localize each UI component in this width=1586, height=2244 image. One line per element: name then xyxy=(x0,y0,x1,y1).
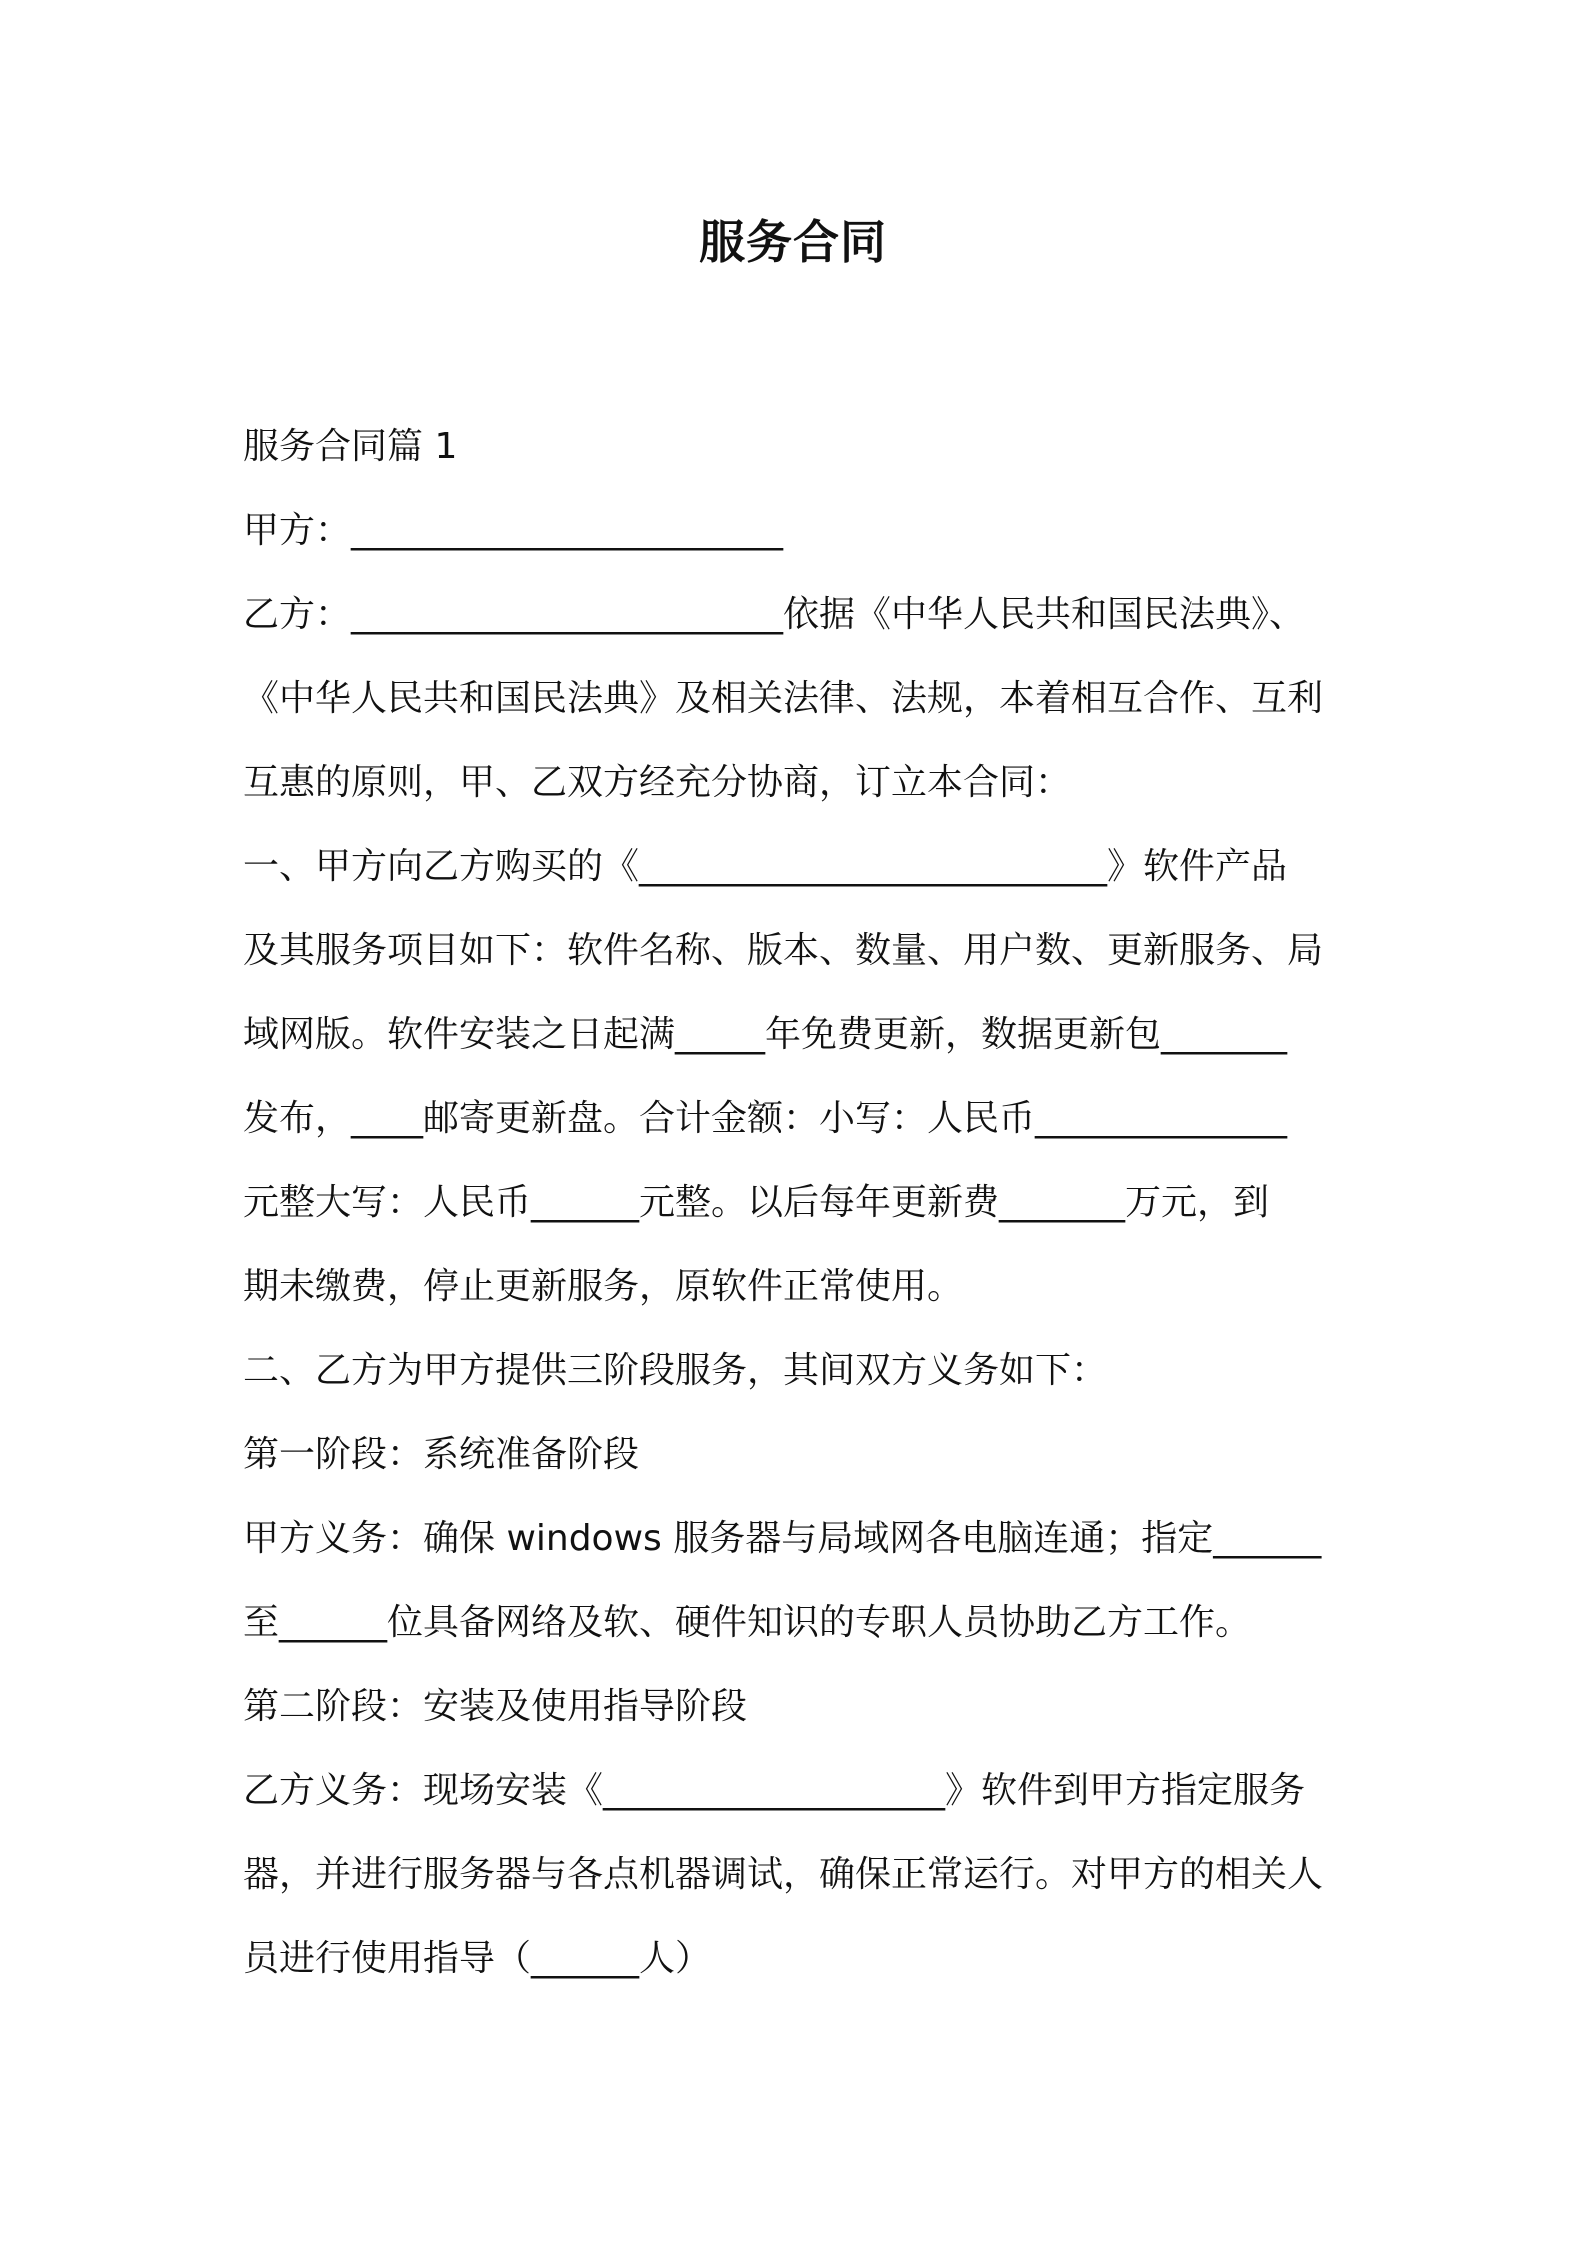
paragraph-line: 域网版。软件安装之日起满_____年免费更新，数据更新包_______ xyxy=(243,1014,1288,1055)
party-a-line: 甲方：________________________ xyxy=(243,510,784,551)
paragraph-line: 元整大写：人民币______元整。以后每年更新费_______万元，到 xyxy=(243,1182,1270,1223)
clause-two-line: 二、乙方为甲方提供三阶段服务，其间双方义务如下： xyxy=(243,1350,1108,1391)
paragraph-line: 互惠的原则，甲、乙双方经充分协商，订立本合同： xyxy=(243,762,1072,803)
paragraph-line: 期未缴费，停止更新服务，原软件正常使用。 xyxy=(243,1266,964,1307)
paragraph-line: 器，并进行服务器与各点机器调试，确保正常运行。对甲方的相关人 xyxy=(243,1854,1324,1895)
paragraph-line: 员进行使用指导（______人） xyxy=(243,1938,712,1979)
party-a-duty-line: 甲方义务：确保 windows 服务器与局域网各电脑连通；指定______ xyxy=(243,1518,1322,1559)
paragraph-line: 至______位具备网络及软、硬件知识的专职人员协助乙方工作。 xyxy=(243,1602,1252,1643)
paragraph-line: 发布，____邮寄更新盘。合计金额：小写：人民币______________ xyxy=(243,1098,1288,1139)
paragraph-line: 及其服务项目如下：软件名称、版本、数量、用户数、更新服务、局 xyxy=(243,930,1324,971)
stage-two-heading: 第二阶段：安装及使用指导阶段 xyxy=(243,1686,748,1727)
document-body xyxy=(243,405,1358,2001)
document-title: 服务合同 xyxy=(699,215,887,269)
clause-one-line: 一、甲方向乙方购买的《__________________________》软件产品 xyxy=(243,846,1288,887)
party-b-line: 乙方：________________________依据《中华人民共和国民法典》、 xyxy=(243,594,1306,635)
section-heading: 服务合同篇 1 xyxy=(243,426,458,467)
party-b-duty-line: 乙方义务：现场安装《___________________》软件到甲方指定服务 xyxy=(243,1770,1306,1811)
paragraph-line: 《中华人民共和国民法典》及相关法律、法规，本着相互合作、互利 xyxy=(243,678,1324,719)
stage-one-heading: 第一阶段：系统准备阶段 xyxy=(243,1434,640,1475)
